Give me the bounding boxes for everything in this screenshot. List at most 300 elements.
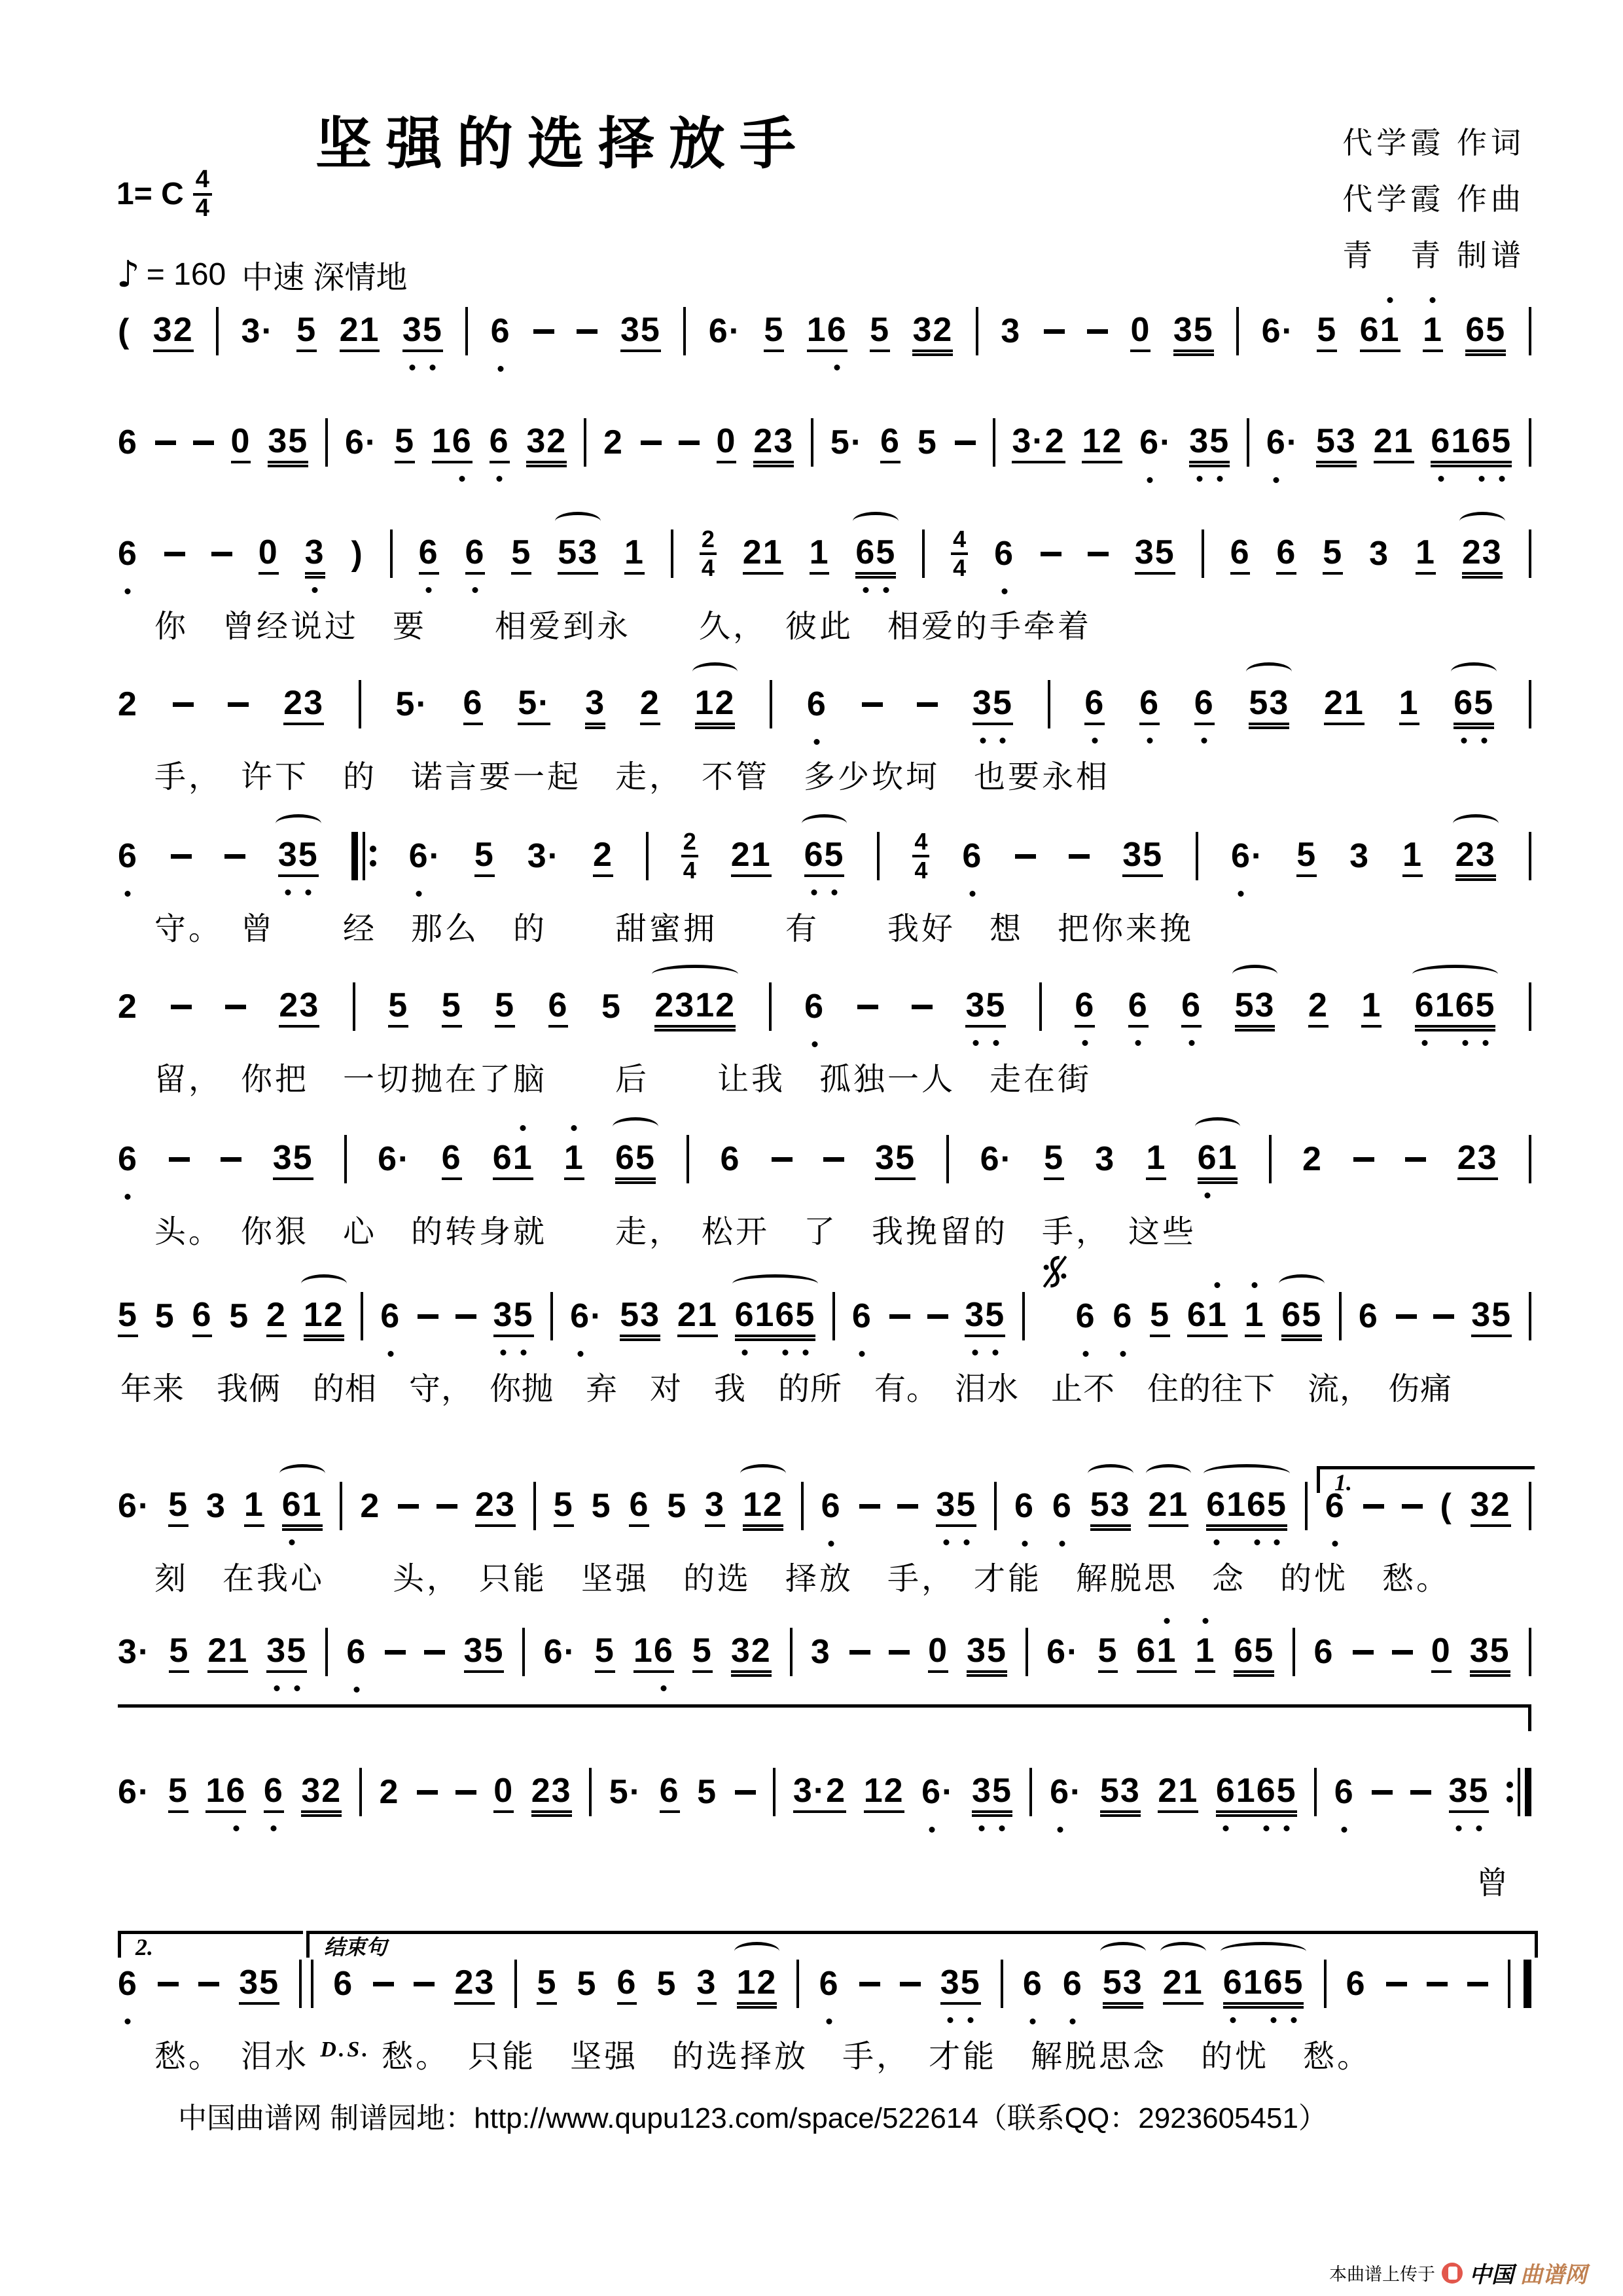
duration-dash [1015,854,1036,859]
note-group: 3 [1095,1140,1116,1178]
duration-dash [862,702,883,707]
duration-dash [414,1982,435,1986]
note-group: 12 [864,1771,904,1813]
note-group: 6· [1139,423,1173,461]
note-group: 6 [1075,1297,1096,1335]
ending-section-bracket [306,1931,1538,1958]
note-group: 6 [819,1965,840,2003]
note-group: 35 [940,1963,981,2005]
duration-dash [417,1790,438,1795]
duration-dash [912,1005,933,1009]
note-group: ( [1440,1487,1453,1525]
note-group: 5 [764,310,784,352]
time-signature-change: 4 4 [912,829,929,883]
note-group: 21 [340,310,380,352]
duration-dash [164,552,185,556]
note-group: 5 [577,1965,597,2003]
volta-2-bracket: 2. [118,1931,303,1958]
note-group: 32 [731,1631,772,1673]
transcriber-credit: 青 青 制谱 [1342,238,1525,272]
note-group: 5 [1150,1295,1170,1337]
note-group: 23 [475,1485,516,1527]
note-group: 3 [697,1963,717,2005]
note-group: 6 [962,837,983,875]
barline [1339,1292,1342,1340]
barline [1236,307,1239,355]
note-group: 53 [1316,422,1357,463]
duration-dash [823,1157,844,1162]
note-group: 1 [1416,533,1436,575]
note-group: 6 [118,837,138,875]
barline [796,1960,799,2008]
note-group: 21 [207,1631,248,1673]
note-group: 6 [720,1140,741,1178]
duration-dash [169,1157,190,1162]
note-group: 3 [1369,535,1390,573]
system-12 [118,1954,1531,2076]
note-group: 65 [1454,683,1494,725]
barline [1314,1768,1317,1816]
barline [790,1628,793,1676]
double-barline [299,1960,313,2008]
note-group: 3 [206,1487,226,1525]
note-group: 6 [465,533,486,575]
note-group: 5 [537,1963,557,2005]
note-group: 5 [495,986,515,1028]
note-group: 3 [305,533,325,575]
note-group: 5 [442,986,462,1028]
note-group: 35 [1122,835,1163,877]
note-group: 5 [601,988,622,1026]
note-group: 6 [629,1485,649,1527]
note-group: 21 [743,533,783,575]
note-group: 3·2 [793,1771,846,1813]
note-group: 6 [463,683,484,725]
note-group: 6 [660,1771,680,1813]
note-group: 6 [1022,1965,1043,2003]
barline [801,1482,804,1530]
note-group: 6· [570,1297,603,1335]
note-group: 6 [380,1297,401,1335]
note-group: 35 [268,422,308,463]
notation-line [118,826,1531,886]
note-group: 5 [395,422,415,463]
note-group: 5 [1323,533,1343,575]
note-group: 6 [994,535,1015,573]
barline [687,1135,689,1183]
system-6 [118,977,1531,1099]
barline [1202,529,1204,578]
note-group: 6· [1261,312,1294,350]
note-group: 6 [333,1965,354,2003]
barline [922,529,925,578]
barline [533,1482,536,1530]
note-group: 5 [168,1485,188,1527]
note-group: 35 [493,1295,534,1337]
duration-dash [385,1650,406,1655]
note-group: 2 [640,683,660,725]
barline [646,832,649,880]
barline [325,418,328,467]
barline [1269,1135,1272,1183]
note-group: 0 [231,422,251,463]
system-2 [118,412,1531,473]
note-group: 5 [870,310,890,352]
eighth-note-icon: ♪ [116,253,140,296]
note-group: 5· [830,423,864,461]
barline [1529,418,1531,467]
note-group: 6· [408,837,442,875]
note-group: 35 [402,310,443,352]
duration-dash [772,1157,793,1162]
duration-dash [173,702,194,707]
note-group: 16 [807,310,847,352]
duration-dash [1392,1650,1413,1655]
note-group: 21 [731,835,772,877]
barline [584,418,586,467]
note-group: 5 [1317,310,1337,352]
note-group: 6· [980,1140,1013,1178]
pickup-lyric: 曾 [1476,1866,1508,1901]
duration-dash [1363,1504,1384,1509]
note-group: 6· [1046,1633,1080,1671]
barline [1048,680,1050,728]
note-group: 0 [1431,1631,1452,1673]
watermark-brand-black: 中国 [1469,2263,1514,2287]
lyrics-line: 留， 你把 一切抛在了脑 后 让我 孤独一人 走在街 [154,1062,1092,1097]
barline [340,1482,342,1530]
note-group: 5 [656,1965,677,2003]
note-group: 6 [192,1295,213,1337]
duration-dash [1069,854,1090,859]
note-group: 61 [1360,310,1400,352]
note-group: 35 [464,1631,505,1673]
credits [1342,115,1525,283]
note-group: 5 [229,1297,250,1335]
note-group: 5 [917,423,938,461]
note-group: 6165 [735,1295,816,1337]
note-group: 6 [1052,1487,1073,1525]
lyric-pre: 愁。 泪水 [154,2039,310,2074]
note-group: 2 [266,1295,287,1337]
time-signature: $\frac{4}{4}$ [193,167,212,222]
lyric-post: 愁。 只能 坚强 的选择放 手， 才能 解脱思念 的忧 愁。 [382,2039,1372,2074]
note-group: 6 [804,988,825,1026]
note-group: 6· [543,1633,577,1671]
barline [589,1768,592,1816]
duration-dash [1427,1982,1448,1986]
duration-dash [641,440,662,445]
duration-dash [1467,1982,1488,1986]
note-group: 35 [1449,1771,1489,1813]
note-group: 6 [1230,533,1251,575]
note-group: 23 [1462,533,1503,575]
note-group: 2 [118,988,138,1026]
system-1 [118,301,1531,361]
note-group: 0 [1130,310,1150,352]
note-group: 35 [1471,1295,1512,1337]
volta-1-continuation-line [118,1704,1531,1731]
system-7 [118,1129,1531,1251]
note-group: 6· [378,1140,411,1178]
duration-dash [1405,1157,1426,1162]
note-group: 6165 [1206,1485,1287,1527]
notation-line [118,412,1531,473]
time-signature-change: 2 4 [700,526,717,581]
barline [550,1292,553,1340]
barline [1039,982,1042,1031]
note-group: 35 [1173,310,1214,352]
note-group: 5 [168,1771,188,1813]
note-group: 21 [677,1295,718,1337]
note-group: 32 [301,1771,342,1813]
duration-dash [859,1504,880,1509]
barline [1196,832,1198,880]
watermark [1329,2257,1587,2289]
note-group: 35 [239,1963,279,2005]
duration-dash [1353,1157,1374,1162]
duration-dash [418,1314,438,1319]
ending-label: 结束句 [324,1935,387,1959]
note-group: 53 [1103,1963,1143,2005]
lyrics-line: 手， 许下 的 诺言要一起 走， 不管 多少坎坷 也要永相 [154,760,1111,795]
note-group: 6 [1128,986,1149,1028]
note-group: 6 [617,1963,637,2005]
note-group: 6 [1014,1487,1035,1525]
note-group: 2 [593,835,613,877]
duration-dash [917,702,938,707]
note-group: 5 [591,1487,612,1525]
note-group: 3· [241,312,274,350]
barline [1529,1292,1531,1340]
note-group: 35 [875,1138,916,1180]
note-group: 6 [118,535,138,573]
barline [832,1292,835,1340]
note-group: 5· [609,1773,643,1811]
note-group: 5· [395,685,429,723]
barline [683,307,686,355]
note-group: 0 [717,422,737,463]
note-group: 6 [1113,1297,1133,1335]
note-group: 1 [624,533,645,575]
duration-dash [533,329,554,334]
note-group: 12 [695,683,736,725]
note-group: 2 [1302,1140,1323,1178]
note-group: 3 [810,1633,831,1671]
note-group: 12 [737,1963,777,2005]
note-group: 35 [1135,533,1175,575]
note-group: 6· [118,1773,151,1811]
note-group: 2312 [654,986,736,1028]
qupu-logo-icon [1442,2263,1463,2284]
note-group: 6 [1358,1297,1379,1335]
watermark-prefix: 本曲谱上传于 [1329,2265,1435,2284]
note-group: 23 [1457,1138,1498,1180]
note-group: 1 [1402,835,1423,877]
duration-dash [155,440,176,445]
duration-dash [1410,1790,1431,1795]
barline [522,1628,525,1676]
note-group: 1 [810,533,830,575]
note-group: 12 [304,1295,344,1337]
note-group: 2 [603,423,624,461]
footer-source-url: 中国曲谱网 制谱园地：http://www.qupu123.com/space/522614（联系QQ：2923605451） [178,2102,1327,2134]
note-group: 61 [282,1485,323,1527]
note-group: 6165 [1431,422,1512,463]
duration-dash [221,1157,241,1162]
note-group: 1 [564,1138,584,1180]
notation-line [118,301,1531,361]
barline [1324,1960,1327,2008]
duration-dash [373,1982,394,1986]
note-group: 6 [1084,683,1105,725]
duration-dash [1044,329,1065,334]
duration-dash [897,1504,918,1509]
note-group: 6 [806,685,827,723]
duration-dash [171,1005,192,1009]
duration-dash [171,854,192,859]
note-group: 23 [1455,835,1496,877]
barline [465,307,468,355]
note-group: 12 [1082,422,1122,463]
note-group: 53 [1100,1771,1141,1813]
duration-dash [1402,1504,1423,1509]
duration-dash [1396,1314,1417,1319]
system-11 [118,1762,1531,1822]
duration-dash [679,440,700,445]
note-group: 5 [667,1487,688,1525]
barline [325,1628,328,1676]
note-group: 35 [273,1138,313,1180]
duration-dash [225,1005,246,1009]
note-group: 32 [912,310,953,352]
note-group: 21 [1149,1485,1189,1527]
note-group: 1 [244,1485,264,1527]
note-group: 6· [118,1487,151,1525]
barline [769,982,772,1031]
system-9 [118,1476,1531,1598]
note-group: ( [118,312,131,350]
note-group: 6165 [1216,1771,1297,1813]
note-group: 65 [1281,1295,1322,1337]
note-group: 0 [928,1631,948,1673]
notation-line [118,1129,1531,1189]
duration-dash [577,329,597,334]
note-group: 6· [1266,423,1300,461]
duration-dash [927,1314,948,1319]
note-group: ) [351,535,364,573]
note-group: 3·2 [1012,422,1065,463]
note-group: 6165 [1223,1963,1304,2005]
note-group: 6 [490,422,510,463]
duration-dash [455,1314,476,1319]
note-group: 6 [264,1771,284,1813]
duration-dash [849,1650,870,1655]
repeat-start [351,832,376,880]
note-group: 6 [346,1633,367,1671]
note-group: 6 [1062,1965,1083,2003]
time-signature-change: 4 4 [951,526,968,581]
duration-dash [437,1504,457,1509]
note-group: 6 [1276,533,1296,575]
note-group: 6 [419,533,439,575]
note-group: 6 [118,1140,138,1178]
note-group: 1 [1245,1295,1265,1337]
barline [359,1768,362,1816]
note-group: 65 [855,533,896,575]
note-group: 16 [432,422,473,463]
note-group: 5 [154,1297,175,1335]
barline [1529,982,1531,1031]
note-group: 6 [1139,683,1160,725]
note-group: 1 [1146,1138,1166,1180]
note-group: 5 [474,835,495,877]
duration-dash [224,854,245,859]
note-group: 6 [118,423,138,461]
volta-1-bracket: 1. [1317,1466,1535,1493]
note-group: 35 [620,310,661,352]
note-group: 6 [821,1487,842,1525]
notation-line [118,1286,1531,1346]
barline [994,1482,997,1530]
note-group: 6 [880,422,901,463]
note-group: 23 [753,422,794,463]
note-group: 5 [388,986,408,1028]
time-signature-change: 2 4 [681,829,698,883]
note-group: 6 [118,1965,138,2003]
lyrics-line [118,2031,1531,2076]
note-group: 0 [493,1771,514,1813]
note-group: 3 [1001,312,1022,350]
note-group: 6· [1050,1773,1083,1811]
duration-dash [889,1314,910,1319]
duration-dash [900,1982,921,1986]
barline [671,529,673,578]
barline [770,680,772,728]
duration-dash [193,440,214,445]
barline [344,1135,347,1183]
note-group: 61 [1137,1631,1177,1673]
barline [1305,1482,1308,1530]
barline [359,680,361,728]
note-group: 35 [965,986,1006,1028]
note-group: 35 [972,683,1013,725]
note-group: 6 [1181,986,1202,1028]
notation-line [118,674,1531,734]
note-group: 23 [454,1963,495,2005]
duration-dash [955,440,976,445]
note-group: 6165 [1415,986,1496,1028]
lyrics-line: 守。 曾 经 那么 的 甜蜜拥 有 我好 想 把你来挽 [154,912,1194,946]
note-group: 6 [548,986,569,1028]
note-group: 1 [1195,1631,1215,1673]
note-group: 2 [379,1773,400,1811]
note-group: 35 [967,1631,1007,1673]
note-group: 32 [526,422,567,463]
note-group: 65 [1234,1631,1274,1673]
note-group: 65 [1465,310,1506,352]
notation-line [118,1954,1531,2014]
note-group: 5 [554,1485,574,1527]
note-group: 35 [278,835,319,877]
duration-dash [158,1982,179,1986]
duration-dash [455,1790,476,1795]
note-group: 6· [1231,837,1264,875]
system-8 [118,1286,1531,1408]
note-group: 0 [259,533,279,575]
barline [1529,307,1531,355]
note-group: 32 [1471,1485,1511,1527]
